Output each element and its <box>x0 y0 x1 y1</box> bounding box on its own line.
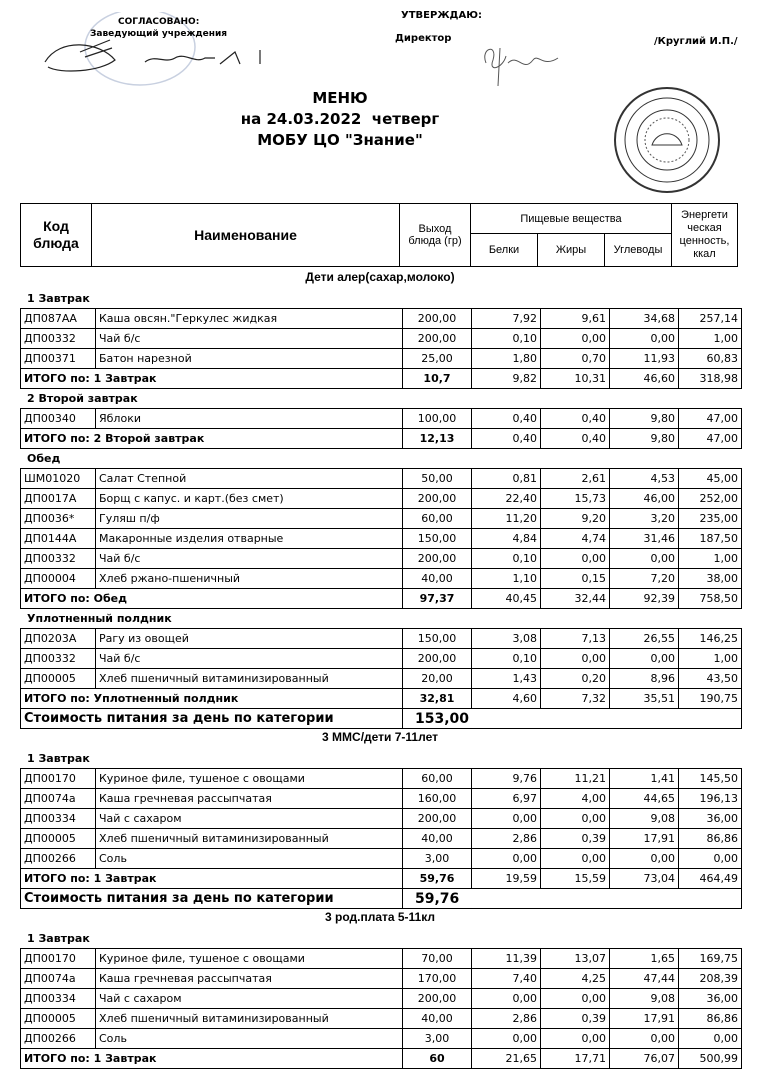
cell-fats: 0,00 <box>541 329 610 349</box>
cell-carbs: 34,68 <box>610 309 679 329</box>
director-label: Директор <box>395 33 452 44</box>
document-title <box>240 88 440 151</box>
table-row <box>21 1009 742 1029</box>
table-row <box>21 989 742 1009</box>
cell-kcal: 252,00 <box>679 489 742 509</box>
total-label: ИТОГО по: 1 Завтрак <box>21 1049 403 1069</box>
total-label: ИТОГО по: 1 Завтрак <box>21 869 403 889</box>
cell-name: Хлеб ржано-пшеничный <box>96 569 403 589</box>
cell-output: 200,00 <box>403 489 472 509</box>
cell-kcal: 47,00 <box>679 409 742 429</box>
total-fats: 17,71 <box>541 1049 610 1069</box>
cell-proteins: 0,00 <box>472 809 541 829</box>
cell-name: Яблоки <box>96 409 403 429</box>
cell-name: Куриное филе, тушеное с овощами <box>96 949 403 969</box>
cell-output: 150,00 <box>403 629 472 649</box>
cell-kcal: 36,00 <box>679 989 742 1009</box>
cell-fats: 0,40 <box>541 409 610 429</box>
cell-fats: 0,39 <box>541 829 610 849</box>
cell-fats: 0,00 <box>541 849 610 869</box>
cell-fats: 4,25 <box>541 969 610 989</box>
cell-name: Чай с сахаром <box>96 989 403 1009</box>
title-date: на 24.03.2022 четверг <box>240 110 440 128</box>
cell-fats: 13,07 <box>541 949 610 969</box>
total-proteins: 9,82 <box>472 369 541 389</box>
cell-output: 200,00 <box>403 549 472 569</box>
cell-output: 3,00 <box>403 849 472 869</box>
cell-code: ДП00170 <box>21 769 96 789</box>
cell-fats: 9,61 <box>541 309 610 329</box>
cell-proteins: 4,84 <box>472 529 541 549</box>
total-fats: 15,59 <box>541 869 610 889</box>
cell-carbs: 9,80 <box>610 409 679 429</box>
table-row <box>21 489 742 509</box>
cell-proteins: 0,40 <box>472 409 541 429</box>
table-row <box>21 409 742 429</box>
cell-kcal: 208,39 <box>679 969 742 989</box>
cell-code: ДП0036* <box>21 509 96 529</box>
total-fats: 0,40 <box>541 429 610 449</box>
cell-output: 200,00 <box>403 309 472 329</box>
total-output: 59,76 <box>403 869 472 889</box>
cell-fats: 0,00 <box>541 989 610 1009</box>
cell-code: ДП087АА <box>21 309 96 329</box>
cell-proteins: 11,20 <box>472 509 541 529</box>
table-row <box>21 849 742 869</box>
total-row <box>21 429 742 449</box>
cell-name: Гуляш п/ф <box>96 509 403 529</box>
total-output: 10,7 <box>403 369 472 389</box>
total-output: 60 <box>403 1049 472 1069</box>
total-carbs: 9,80 <box>610 429 679 449</box>
header-name: Наименование <box>92 204 400 267</box>
total-output: 12,13 <box>403 429 472 449</box>
cell-proteins: 0,10 <box>472 649 541 669</box>
total-output: 97,37 <box>403 589 472 609</box>
cell-kcal: 43,50 <box>679 669 742 689</box>
total-label: ИТОГО по: Уплотненный полдник <box>21 689 403 709</box>
cell-name: Хлеб пшеничный витаминизированный <box>96 829 403 849</box>
cell-name: Макаронные изделия отварные <box>96 529 403 549</box>
table-row <box>21 349 742 369</box>
category-title: 3 род.плата 5-11кл <box>324 910 436 924</box>
total-row <box>21 369 742 389</box>
cell-carbs: 1,65 <box>610 949 679 969</box>
total-kcal: 500,99 <box>679 1049 742 1069</box>
cell-carbs: 0,00 <box>610 849 679 869</box>
total-fats: 32,44 <box>541 589 610 609</box>
total-kcal: 190,75 <box>679 689 742 709</box>
cost-row <box>21 709 742 729</box>
meal-table <box>20 308 742 389</box>
director-signature <box>478 38 568 92</box>
table-row <box>21 569 742 589</box>
total-row <box>21 869 742 889</box>
table-row <box>21 329 742 349</box>
cell-name: Чай б/с <box>96 549 403 569</box>
cost-value: 153,00 <box>403 709 742 729</box>
table-row <box>21 949 742 969</box>
meal-table <box>20 948 742 1069</box>
meal-title: 1 Завтрак <box>27 752 90 765</box>
cell-name: Соль <box>96 849 403 869</box>
total-proteins: 4,60 <box>472 689 541 709</box>
cell-name: Каша овсян."Геркулес жидкая <box>96 309 403 329</box>
cell-kcal: 38,00 <box>679 569 742 589</box>
cell-proteins: 11,39 <box>472 949 541 969</box>
cell-carbs: 3,20 <box>610 509 679 529</box>
cell-carbs: 9,08 <box>610 989 679 1009</box>
header-fats: Жиры <box>538 234 605 267</box>
title-menu: МЕНЮ <box>312 89 368 107</box>
cell-code: ДП00371 <box>21 349 96 369</box>
cell-output: 40,00 <box>403 1009 472 1029</box>
cell-name: Чай б/с <box>96 329 403 349</box>
cell-carbs: 7,20 <box>610 569 679 589</box>
table-row <box>21 789 742 809</box>
cell-output: 150,00 <box>403 529 472 549</box>
cell-kcal: 45,00 <box>679 469 742 489</box>
cell-proteins: 1,80 <box>472 349 541 369</box>
cell-kcal: 0,00 <box>679 1029 742 1049</box>
cell-code: ДП0144А <box>21 529 96 549</box>
cell-output: 160,00 <box>403 789 472 809</box>
cell-carbs: 26,55 <box>610 629 679 649</box>
category-title: Дети алер(сахар,молоко) <box>305 270 455 284</box>
total-proteins: 40,45 <box>472 589 541 609</box>
cell-carbs: 9,08 <box>610 809 679 829</box>
cell-carbs: 4,53 <box>610 469 679 489</box>
cell-carbs: 17,91 <box>610 1009 679 1029</box>
cell-code: ДП0074а <box>21 789 96 809</box>
cost-label: Стоимость питания за день по категории <box>21 709 403 729</box>
cell-kcal: 146,25 <box>679 629 742 649</box>
cell-fats: 0,70 <box>541 349 610 369</box>
cell-carbs: 0,00 <box>610 549 679 569</box>
cell-code: ДП00340 <box>21 409 96 429</box>
menu-table-header <box>20 203 738 267</box>
cell-kcal: 86,86 <box>679 1009 742 1029</box>
cell-fats: 7,13 <box>541 629 610 649</box>
cell-code: ДП0017А <box>21 489 96 509</box>
cell-code: ШМ01020 <box>21 469 96 489</box>
cell-carbs: 46,00 <box>610 489 679 509</box>
cell-code: ДП00005 <box>21 669 96 689</box>
cell-name: Батон нарезной <box>96 349 403 369</box>
cell-kcal: 257,14 <box>679 309 742 329</box>
cell-code: ДП00005 <box>21 1009 96 1029</box>
cell-code: ДП00266 <box>21 849 96 869</box>
cell-carbs: 31,46 <box>610 529 679 549</box>
table-row <box>21 549 742 569</box>
table-row <box>21 809 742 829</box>
cell-output: 40,00 <box>403 829 472 849</box>
cell-name: Хлеб пшеничный витаминизированный <box>96 1009 403 1029</box>
total-row <box>21 589 742 609</box>
cell-carbs: 17,91 <box>610 829 679 849</box>
cell-proteins: 0,10 <box>472 549 541 569</box>
total-carbs: 73,04 <box>610 869 679 889</box>
meal-table <box>20 468 742 609</box>
cell-kcal: 36,00 <box>679 809 742 829</box>
cell-proteins: 2,86 <box>472 829 541 849</box>
cell-output: 60,00 <box>403 769 472 789</box>
cell-name: Чай б/с <box>96 649 403 669</box>
cell-code: ДП00334 <box>21 989 96 1009</box>
cell-proteins: 0,00 <box>472 1029 541 1049</box>
meal-title: 1 Завтрак <box>27 932 90 945</box>
total-kcal: 47,00 <box>679 429 742 449</box>
agreed-position: Заведующий учреждения <box>90 29 228 39</box>
cell-proteins: 1,43 <box>472 669 541 689</box>
cell-name: Куриное филе, тушеное с овощами <box>96 769 403 789</box>
cell-code: ДП0074а <box>21 969 96 989</box>
meal-table <box>20 408 742 449</box>
cell-fats: 0,00 <box>541 1029 610 1049</box>
cell-fats: 2,61 <box>541 469 610 489</box>
approve-label: УТВЕРЖДАЮ: <box>401 10 482 21</box>
cell-kcal: 1,00 <box>679 329 742 349</box>
table-row <box>21 769 742 789</box>
cell-carbs: 1,41 <box>610 769 679 789</box>
total-row <box>21 1049 742 1069</box>
total-carbs: 76,07 <box>610 1049 679 1069</box>
cell-kcal: 145,50 <box>679 769 742 789</box>
cell-output: 200,00 <box>403 649 472 669</box>
total-label: ИТОГО по: 2 Второй завтрак <box>21 429 403 449</box>
cell-proteins: 9,76 <box>472 769 541 789</box>
cost-row <box>21 889 742 909</box>
total-kcal: 318,98 <box>679 369 742 389</box>
cell-carbs: 0,00 <box>610 329 679 349</box>
cell-proteins: 3,08 <box>472 629 541 649</box>
table-row <box>21 1029 742 1049</box>
title-school: МОБУ ЦО "Знание" <box>257 131 423 149</box>
meal-table <box>20 628 742 729</box>
meal-table <box>20 768 742 909</box>
table-row <box>21 829 742 849</box>
header-energy: Энергети ческая ценность, ккал <box>672 204 738 267</box>
cell-code: ДП00334 <box>21 809 96 829</box>
cell-kcal: 86,86 <box>679 829 742 849</box>
cell-carbs: 11,93 <box>610 349 679 369</box>
meal-title: Уплотненный полдник <box>27 612 172 625</box>
cell-name: Каша гречневая рассыпчатая <box>96 969 403 989</box>
table-row <box>21 509 742 529</box>
cell-proteins: 2,86 <box>472 1009 541 1029</box>
header-carbs: Углеводы <box>605 234 672 267</box>
cell-name: Хлеб пшеничный витаминизированный <box>96 669 403 689</box>
cell-code: ДП00332 <box>21 549 96 569</box>
cell-output: 200,00 <box>403 989 472 1009</box>
header-output: Выход блюда (гр) <box>400 204 471 267</box>
total-label: ИТОГО по: Обед <box>21 589 403 609</box>
cell-name: Рагу из овощей <box>96 629 403 649</box>
table-row <box>21 649 742 669</box>
total-row <box>21 689 742 709</box>
cost-value: 59,76 <box>403 889 742 909</box>
cell-code: ДП00266 <box>21 1029 96 1049</box>
cell-proteins: 1,10 <box>472 569 541 589</box>
header-proteins: Белки <box>471 234 538 267</box>
cell-name: Каша гречневая рассыпчатая <box>96 789 403 809</box>
cell-proteins: 6,97 <box>472 789 541 809</box>
total-output: 32,81 <box>403 689 472 709</box>
cell-kcal: 235,00 <box>679 509 742 529</box>
director-name: /Круглий И.П./ <box>654 36 738 47</box>
cost-label: Стоимость питания за день по категории <box>21 889 403 909</box>
cell-output: 25,00 <box>403 349 472 369</box>
cell-output: 60,00 <box>403 509 472 529</box>
official-seal-icon <box>612 85 722 195</box>
cell-proteins: 7,40 <box>472 969 541 989</box>
cell-fats: 0,00 <box>541 809 610 829</box>
cell-name: Салат Степной <box>96 469 403 489</box>
cell-proteins: 0,00 <box>472 849 541 869</box>
table-row <box>21 629 742 649</box>
cell-proteins: 22,40 <box>472 489 541 509</box>
table-row <box>21 669 742 689</box>
cell-fats: 9,20 <box>541 509 610 529</box>
total-kcal: 464,49 <box>679 869 742 889</box>
cell-name: Чай с сахаром <box>96 809 403 829</box>
cell-kcal: 196,13 <box>679 789 742 809</box>
cell-fats: 0,00 <box>541 649 610 669</box>
total-proteins: 21,65 <box>472 1049 541 1069</box>
cell-output: 100,00 <box>403 409 472 429</box>
total-carbs: 92,39 <box>610 589 679 609</box>
total-proteins: 0,40 <box>472 429 541 449</box>
total-fats: 7,32 <box>541 689 610 709</box>
table-row <box>21 969 742 989</box>
cell-output: 20,00 <box>403 669 472 689</box>
meal-title: Обед <box>27 452 61 465</box>
cell-code: ДП00332 <box>21 329 96 349</box>
header-code: Код блюда <box>21 204 92 267</box>
total-label: ИТОГО по: 1 Завтрак <box>21 369 403 389</box>
total-kcal: 758,50 <box>679 589 742 609</box>
cell-code: ДП00004 <box>21 569 96 589</box>
category-title: 3 ММС/дети 7-11лет <box>322 730 438 744</box>
cell-fats: 0,39 <box>541 1009 610 1029</box>
cell-carbs: 0,00 <box>610 649 679 669</box>
cell-output: 200,00 <box>403 329 472 349</box>
cell-proteins: 0,10 <box>472 329 541 349</box>
total-fats: 10,31 <box>541 369 610 389</box>
cell-code: ДП00005 <box>21 829 96 849</box>
cell-output: 70,00 <box>403 949 472 969</box>
cell-code: ДП00170 <box>21 949 96 969</box>
cell-proteins: 0,00 <box>472 989 541 1009</box>
cell-output: 170,00 <box>403 969 472 989</box>
cell-code: ДП0203А <box>21 629 96 649</box>
cell-fats: 0,00 <box>541 549 610 569</box>
cell-output: 200,00 <box>403 809 472 829</box>
cell-name: Соль <box>96 1029 403 1049</box>
header-nutrients: Пищевые вещества <box>471 204 672 234</box>
total-carbs: 46,60 <box>610 369 679 389</box>
cell-kcal: 187,50 <box>679 529 742 549</box>
cell-code: ДП00332 <box>21 649 96 669</box>
total-carbs: 35,51 <box>610 689 679 709</box>
cell-proteins: 7,92 <box>472 309 541 329</box>
cell-fats: 11,21 <box>541 769 610 789</box>
table-row <box>21 529 742 549</box>
cell-carbs: 8,96 <box>610 669 679 689</box>
cell-output: 3,00 <box>403 1029 472 1049</box>
cell-kcal: 60,83 <box>679 349 742 369</box>
cell-carbs: 0,00 <box>610 1029 679 1049</box>
cell-output: 40,00 <box>403 569 472 589</box>
meal-title: 2 Второй завтрак <box>27 392 138 405</box>
cell-carbs: 47,44 <box>610 969 679 989</box>
cell-fats: 0,20 <box>541 669 610 689</box>
cell-fats: 0,15 <box>541 569 610 589</box>
cell-fats: 4,00 <box>541 789 610 809</box>
cell-proteins: 0,81 <box>472 469 541 489</box>
agreed-label: СОГЛАСОВАНО: <box>118 17 200 27</box>
cell-name: Борщ с капус. и карт.(без смет) <box>96 489 403 509</box>
cell-fats: 15,73 <box>541 489 610 509</box>
cell-output: 50,00 <box>403 469 472 489</box>
cell-fats: 4,74 <box>541 529 610 549</box>
table-row <box>21 309 742 329</box>
total-proteins: 19,59 <box>472 869 541 889</box>
cell-kcal: 1,00 <box>679 549 742 569</box>
cell-carbs: 44,65 <box>610 789 679 809</box>
table-row <box>21 469 742 489</box>
meal-title: 1 Завтрак <box>27 292 90 305</box>
cell-kcal: 0,00 <box>679 849 742 869</box>
cell-kcal: 1,00 <box>679 649 742 669</box>
cell-kcal: 169,75 <box>679 949 742 969</box>
